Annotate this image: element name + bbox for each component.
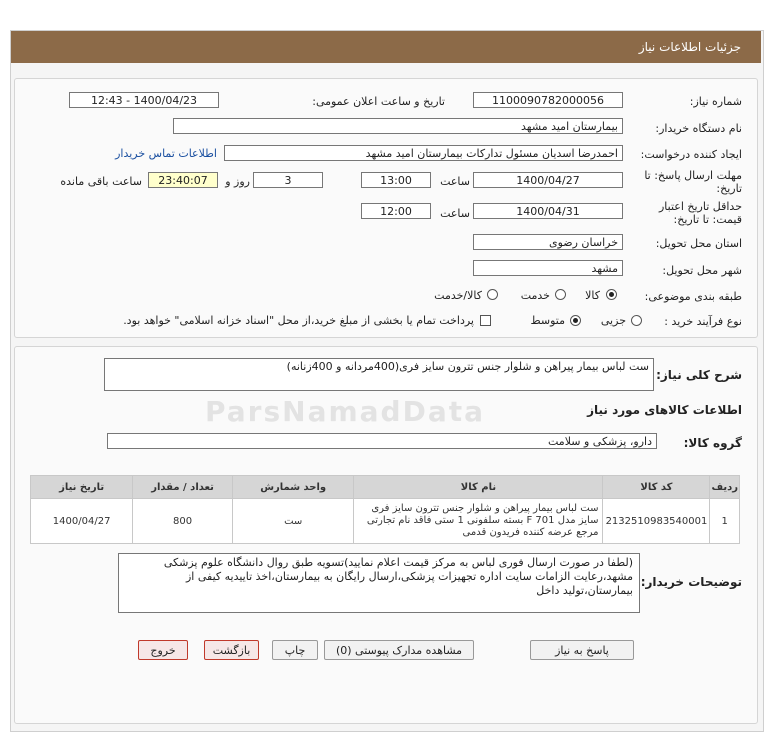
reply-date-field: 1400/04/27	[473, 172, 623, 188]
requester-field: احمدرضا اسدیان مسئول تدارکات بیمارستان امید مشهد	[224, 145, 623, 161]
need-number-field: 1100090782000056	[473, 92, 623, 108]
table-header-row	[31, 476, 740, 499]
exit-button[interactable]: خروج	[138, 640, 188, 660]
purchase-type-label: نوع فرآیند خرید :	[664, 315, 742, 328]
cell-unit: ست	[232, 499, 354, 544]
buyer-org-label: نام دستگاه خریدار:	[655, 122, 742, 135]
buyer-org-field: بیمارستان امید مشهد	[173, 118, 623, 134]
col-code-header: کد کالا	[603, 476, 710, 499]
col-date-header: تاریخ نیاز	[31, 476, 133, 499]
back-button[interactable]: بازگشت	[204, 640, 259, 660]
remaining-label: ساعت باقی مانده	[60, 175, 142, 188]
category-label: طبقه بندی موضوعی:	[644, 290, 742, 303]
city-label: شهر محل تحویل:	[662, 264, 742, 277]
cell-quantity: 800	[133, 499, 233, 544]
validity-date-field: 1400/04/31	[473, 203, 623, 219]
announce-datetime-field: 1400/04/23 - 12:43	[69, 92, 219, 108]
days-label: روز و	[225, 175, 250, 188]
need-number-label: شماره نیاز:	[689, 95, 742, 108]
category-goods-service-label: کالا/خدمت	[434, 289, 482, 302]
validity-time-label: ساعت	[440, 207, 470, 220]
city-field: مشهد	[473, 260, 623, 276]
goods-info-heading: اطلاعات کالاهای مورد نیاز	[587, 403, 742, 417]
goods-group-field: دارو، پزشکی و سلامت	[107, 433, 657, 449]
buyer-notes-label: توضیحات خریدار:	[640, 575, 742, 589]
treasury-checkbox[interactable]	[480, 315, 491, 326]
col-unit-header: واحد شمارش	[232, 476, 354, 499]
category-goods-radio[interactable]	[606, 289, 617, 300]
reply-deadline-label: مهلت ارسال پاسخ: تا تاریخ:	[644, 169, 742, 195]
general-desc-label: شرح کلی نیاز:	[656, 368, 742, 382]
validity-time-field: 12:00	[361, 203, 431, 219]
category-goods-service-radio[interactable]	[487, 289, 498, 300]
page-title: جزئیات اطلاعات نیاز	[638, 40, 741, 54]
purchase-partial-radio[interactable]	[631, 315, 642, 326]
purchase-medium-label: متوسط	[530, 314, 565, 327]
table-row	[31, 499, 740, 544]
reply-time-field: 13:00	[361, 172, 431, 188]
cell-goods-name: ست لباس بیمار پیراهن و شلوار جنس تترون سایز فری سایز مدل F 701 بسته سلفونی 1 ستی فاقد نام تجارتی مرجع عرضه کننده فریدون قدمی	[354, 499, 603, 544]
reply-time-label: ساعت	[440, 175, 470, 188]
province-field: خراسان رضوی	[473, 234, 623, 250]
contact-buyer-link[interactable]: اطلاعات تماس خریدار	[115, 147, 217, 160]
validity-label: حداقل تاریخ اعتبار قیمت: تا تاریخ:	[658, 200, 742, 226]
days-remaining-field: 3	[253, 172, 323, 188]
treasury-note: پرداخت تمام یا بخشی از مبلغ خرید،از محل "اسناد خزانه اسلامی" خواهد بود.	[123, 314, 474, 327]
goods-group-label: گروه کالا:	[683, 436, 742, 450]
attachments-button[interactable]: مشاهده مدارک پیوستی (0)	[324, 640, 474, 660]
reply-button[interactable]: پاسخ به نیاز	[530, 640, 634, 660]
buyer-notes-field: (لطفا در صورت ارسال فوری لباس به مرکز قیمت اعلام نمایید)تسویه طبق روال دانشگاه علوم پزشکی مشهد،رعایت الزامات سایت اداره تجهیزات پزشکی،ارسال رایگان به بیمارستان،اخذ تاییدیه کیفی از بیمارستان،تولید داخل	[118, 553, 640, 613]
col-row-header: ردیف	[710, 476, 740, 499]
category-service-radio[interactable]	[555, 289, 566, 300]
purchase-partial-label: جزیی	[600, 314, 626, 327]
col-qty-header: تعداد / مقدار	[133, 476, 233, 499]
category-service-label: خدمت	[520, 289, 550, 302]
col-name-header: نام کالا	[354, 476, 603, 499]
cell-row-number: 1	[710, 499, 740, 544]
cell-goods-code: 2132510983540001	[603, 499, 710, 544]
print-button[interactable]: چاپ	[272, 640, 318, 660]
watermark: ParsNamadData	[205, 395, 485, 428]
announce-date-label: تاریخ و ساعت اعلان عمومی:	[312, 95, 445, 108]
remaining-time-field: 23:40:07	[148, 172, 218, 188]
purchase-medium-radio[interactable]	[570, 315, 581, 326]
page-header	[11, 31, 761, 63]
province-label: استان محل تحویل:	[655, 237, 742, 250]
goods-table	[30, 475, 740, 544]
category-goods-label: کالا	[585, 289, 600, 302]
requester-label: ایجاد کننده درخواست:	[640, 148, 742, 161]
cell-need-date: 1400/04/27	[31, 499, 133, 544]
general-desc-field: ست لباس بیمار پیراهن و شلوار جنس تترون سایز فری(400مردانه و 400زنانه)	[104, 358, 654, 391]
